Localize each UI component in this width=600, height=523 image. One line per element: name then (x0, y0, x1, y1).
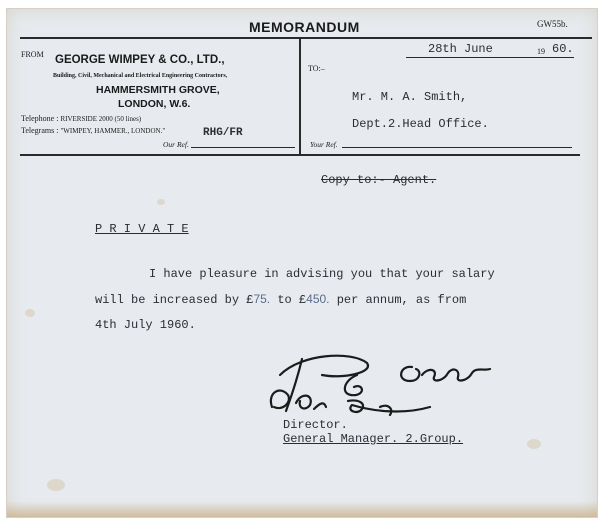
company-tagline: Building, Civil, Mechanical and Electrical Engineering Contractors, (53, 73, 228, 79)
telegrams-label: Telegrams : (21, 126, 59, 135)
from-label: FROM (21, 50, 44, 59)
body-line-2 (95, 292, 466, 307)
telephone-row (21, 114, 141, 123)
paper-edge-stain (7, 501, 597, 517)
date-year-suffix: 60. (552, 42, 574, 56)
body-line-1: I have pleasure in advising you that your salary (149, 267, 495, 281)
signatory-title-2: General Manager. 2.Group. (283, 432, 464, 446)
amount-2-symbol: £ (298, 293, 307, 307)
column-divider (299, 37, 301, 155)
company-name: GEORGE WIMPEY & CO., LTD., (55, 54, 225, 66)
address-line-1: HAMMERSMITH GROVE, (96, 84, 220, 96)
your-ref-rule (342, 147, 572, 148)
memo-title: MEMORANDUM (249, 19, 360, 35)
foxing-spot (157, 199, 165, 205)
header-rule (20, 37, 592, 39)
date-main: 28th June (428, 42, 493, 56)
telegrams-value: "WIMPEY, HAMMER., LONDON." (60, 127, 166, 135)
date-year-prefix: 19 (537, 47, 545, 56)
handwritten-signature (262, 345, 502, 425)
body-line-2-a: will be increased by (95, 293, 240, 307)
to-label: TO:– (308, 64, 325, 73)
address-line-2: LONDON, W.6. (118, 98, 191, 110)
copy-to-struck: Copy to:- Agent. (321, 173, 437, 187)
header-bottom-rule (20, 154, 580, 156)
our-ref-rule (191, 147, 295, 148)
recipient-name: Mr. M. A. Smith, (352, 90, 468, 104)
amount-2: 450. (306, 292, 330, 306)
telephone-label: Telephone : (21, 114, 59, 123)
amount-1: 75. (253, 292, 271, 306)
signatory-title-1: Director. (283, 418, 348, 432)
foxing-spot (25, 309, 35, 317)
body-line-2-c: per annum, as from (336, 293, 467, 307)
private-heading: P R I V A T E (95, 222, 189, 236)
amount-1-symbol: £ (246, 293, 254, 307)
body-line-2-b: to (277, 293, 292, 307)
foxing-spot (527, 439, 541, 449)
foxing-spot (47, 479, 65, 491)
body-line-3: 4th July 1960. (95, 318, 196, 332)
telegrams-row (21, 126, 165, 135)
our-ref-value: RHG/FR (203, 127, 243, 139)
date-rule (406, 57, 574, 58)
telephone-value: RIVERSIDE 2000 (50 lines) (60, 115, 142, 123)
recipient-department: Dept.2.Head Office. (352, 117, 489, 131)
your-ref-label: Your Ref. (310, 140, 338, 149)
form-code: GW55b. (537, 19, 568, 29)
our-ref-label: Our Ref. (163, 140, 189, 149)
